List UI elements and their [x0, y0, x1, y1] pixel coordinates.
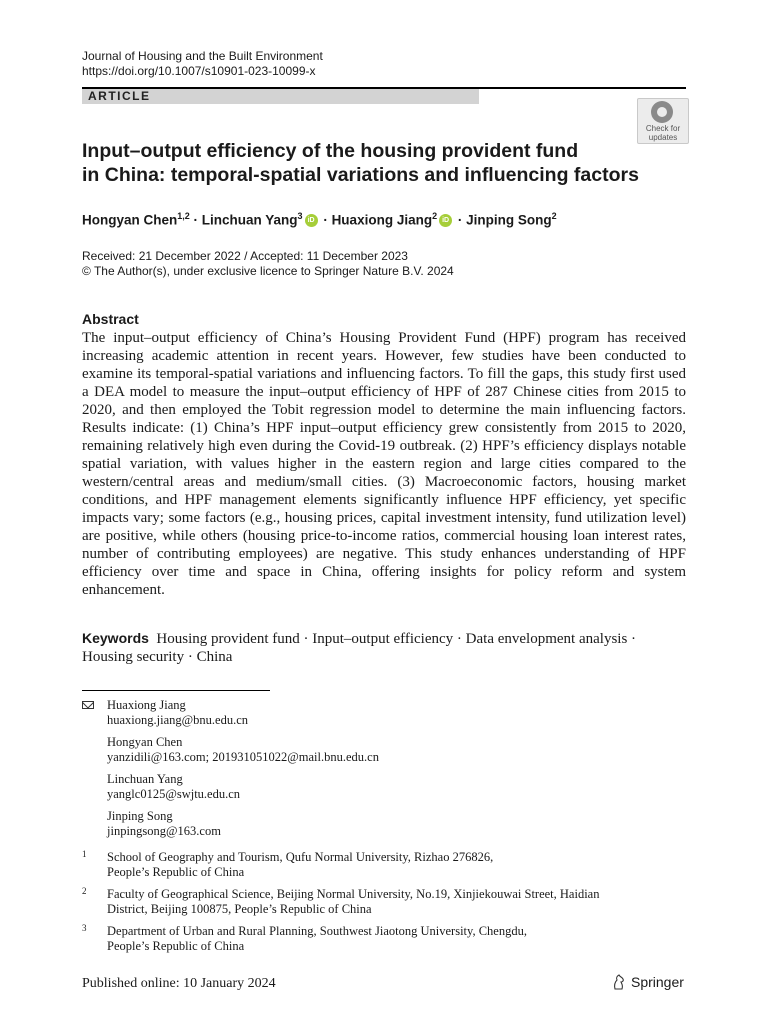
contact-email[interactable]: yanglc0125@swjtu.edu.cn	[107, 787, 241, 801]
affiliation-line: Department of Urban and Rural Planning, Southwest Jiaotong University, Chengdu,	[107, 924, 527, 938]
author-name[interactable]: Linchuan Yang	[201, 212, 298, 228]
author-affil-sup: 1,2	[177, 211, 190, 221]
contact-name: Jinping Song	[107, 809, 173, 823]
affiliation-entry	[82, 850, 686, 880]
affiliation-number: 3	[82, 923, 87, 933]
article-type-label: ARTICLE	[88, 89, 151, 103]
mail-icon	[82, 701, 94, 709]
affiliation-number: 2	[82, 886, 87, 896]
contact-entry	[82, 772, 686, 802]
footnote-rule	[82, 690, 270, 691]
article-history	[82, 249, 454, 279]
abstract-text: The input–output efficiency of China’s Housing Provident Fund (HPF) program has received increasing academic attention in recent years. However, few studies have been conducted to examine its temporal-spatial variations and influencing factors. To fill the gaps, this study first used a DEA model to measure the input–output efficiency of HPF of 287 Chinese cities from 2015 to 2020, and then employed the Tobit regression model to determine the main influencing factors. Results indicate: (1) China’s HPF input–output efficiency grew consistently from 2015 to 2020, remaining relatively high even during the Covid-19 outbreak. (2) HPF’s efficiency displays notable spatial variation, with values higher in the eastern region and large cities compared to the western/central areas and medium/small cities. (3) Macroeconomic factors, housing market conditions, and HPF management elements significantly influence HPF efficiency, yet specific impacts vary; some factors (e.g., housing prices, capital investment intensity, fund utilization level) are positive, while others (housing price-to-income ratios, commercial housing loan interest rates, number of contributing employees) are negative. This study enhances understanding of HPF efficiency over time and space in China, offering insights for policy reform and system enhancement.	[82, 330, 686, 598]
journal-name: Journal of Housing and the Built Environment	[82, 49, 323, 63]
author-affil-sup: 2	[551, 211, 557, 221]
contact-entry	[82, 735, 686, 765]
contact-email[interactable]: huaxiong.jiang@bnu.edu.cn	[107, 713, 248, 727]
journal-header	[82, 49, 323, 79]
affiliation-entry	[82, 924, 686, 954]
affiliation-line: School of Geography and Tourism, Qufu Normal University, Rizhao 276826,	[107, 850, 494, 864]
keywords-heading: Keywords	[82, 630, 149, 646]
contact-list	[82, 698, 686, 846]
keywords-list: Housing provident fund · Input–output efficiency · Data envelopment analysis · Housing security · China	[82, 631, 637, 665]
author-affil-sup: 2	[432, 211, 438, 221]
author-list	[82, 207, 686, 230]
publisher-name: Springer	[631, 974, 684, 990]
author-name[interactable]: Hongyan Chen	[82, 212, 178, 228]
affiliation-line: People’s Republic of China	[107, 939, 245, 953]
affiliation-line: People’s Republic of China	[107, 865, 245, 879]
contact-name: Linchuan Yang	[107, 772, 183, 786]
author-separator: ·	[189, 212, 202, 228]
published-online-date: Published online: 10 January 2024	[82, 976, 276, 991]
publisher-logo[interactable]	[612, 974, 684, 990]
affiliation-line: Faculty of Geographical Science, Beijing Normal University, No.19, Xinjiekouwai Street, Haidian	[107, 887, 600, 901]
orcid-icon[interactable]: iD	[439, 214, 452, 227]
title-line-2: in China: temporal-spatial variations and influencing factors	[82, 164, 639, 186]
affiliation-entry	[82, 887, 686, 917]
abstract-heading: Abstract	[82, 311, 139, 327]
keywords-section	[82, 629, 686, 666]
paper-title	[82, 139, 642, 187]
crossmark-label-line2: updates	[648, 133, 678, 142]
contact-name: Hongyan Chen	[107, 735, 183, 749]
author-separator: ·	[454, 212, 467, 228]
contact-email[interactable]: yanzidili@163.com; 201931051022@mail.bnu.edu.cn	[107, 750, 379, 764]
affiliation-line: District, Beijing 100875, People’s Republic of China	[107, 902, 372, 916]
orcid-icon[interactable]: iD	[305, 214, 318, 227]
contact-name: Huaxiong Jiang	[107, 698, 186, 712]
author-affil-sup: 3	[297, 211, 303, 221]
author-separator: ·	[319, 212, 332, 228]
contact-entry	[82, 809, 686, 839]
check-for-updates-button[interactable]	[637, 98, 689, 144]
copyright-notice: © The Author(s), under exclusive licence to Springer Nature B.V. 2024	[82, 264, 454, 278]
contact-email[interactable]: jinpingsong@163.com	[107, 824, 221, 838]
received-accepted-dates: Received: 21 December 2022 / Accepted: 11 December 2023	[82, 249, 408, 263]
springer-horse-icon	[612, 974, 626, 990]
crossmark-label-line1: Check for	[645, 124, 681, 133]
author-name[interactable]: Huaxiong Jiang	[331, 212, 433, 228]
crossmark-icon	[651, 101, 673, 123]
affiliation-number: 1	[82, 849, 87, 859]
author-name[interactable]: Jinping Song	[466, 212, 552, 228]
affiliation-list	[82, 850, 686, 961]
doi-link[interactable]: https://doi.org/10.1007/s10901-023-10099-x	[82, 64, 316, 78]
contact-entry	[82, 698, 686, 728]
title-line-1: Input–output efficiency of the housing provident fund	[82, 140, 579, 162]
